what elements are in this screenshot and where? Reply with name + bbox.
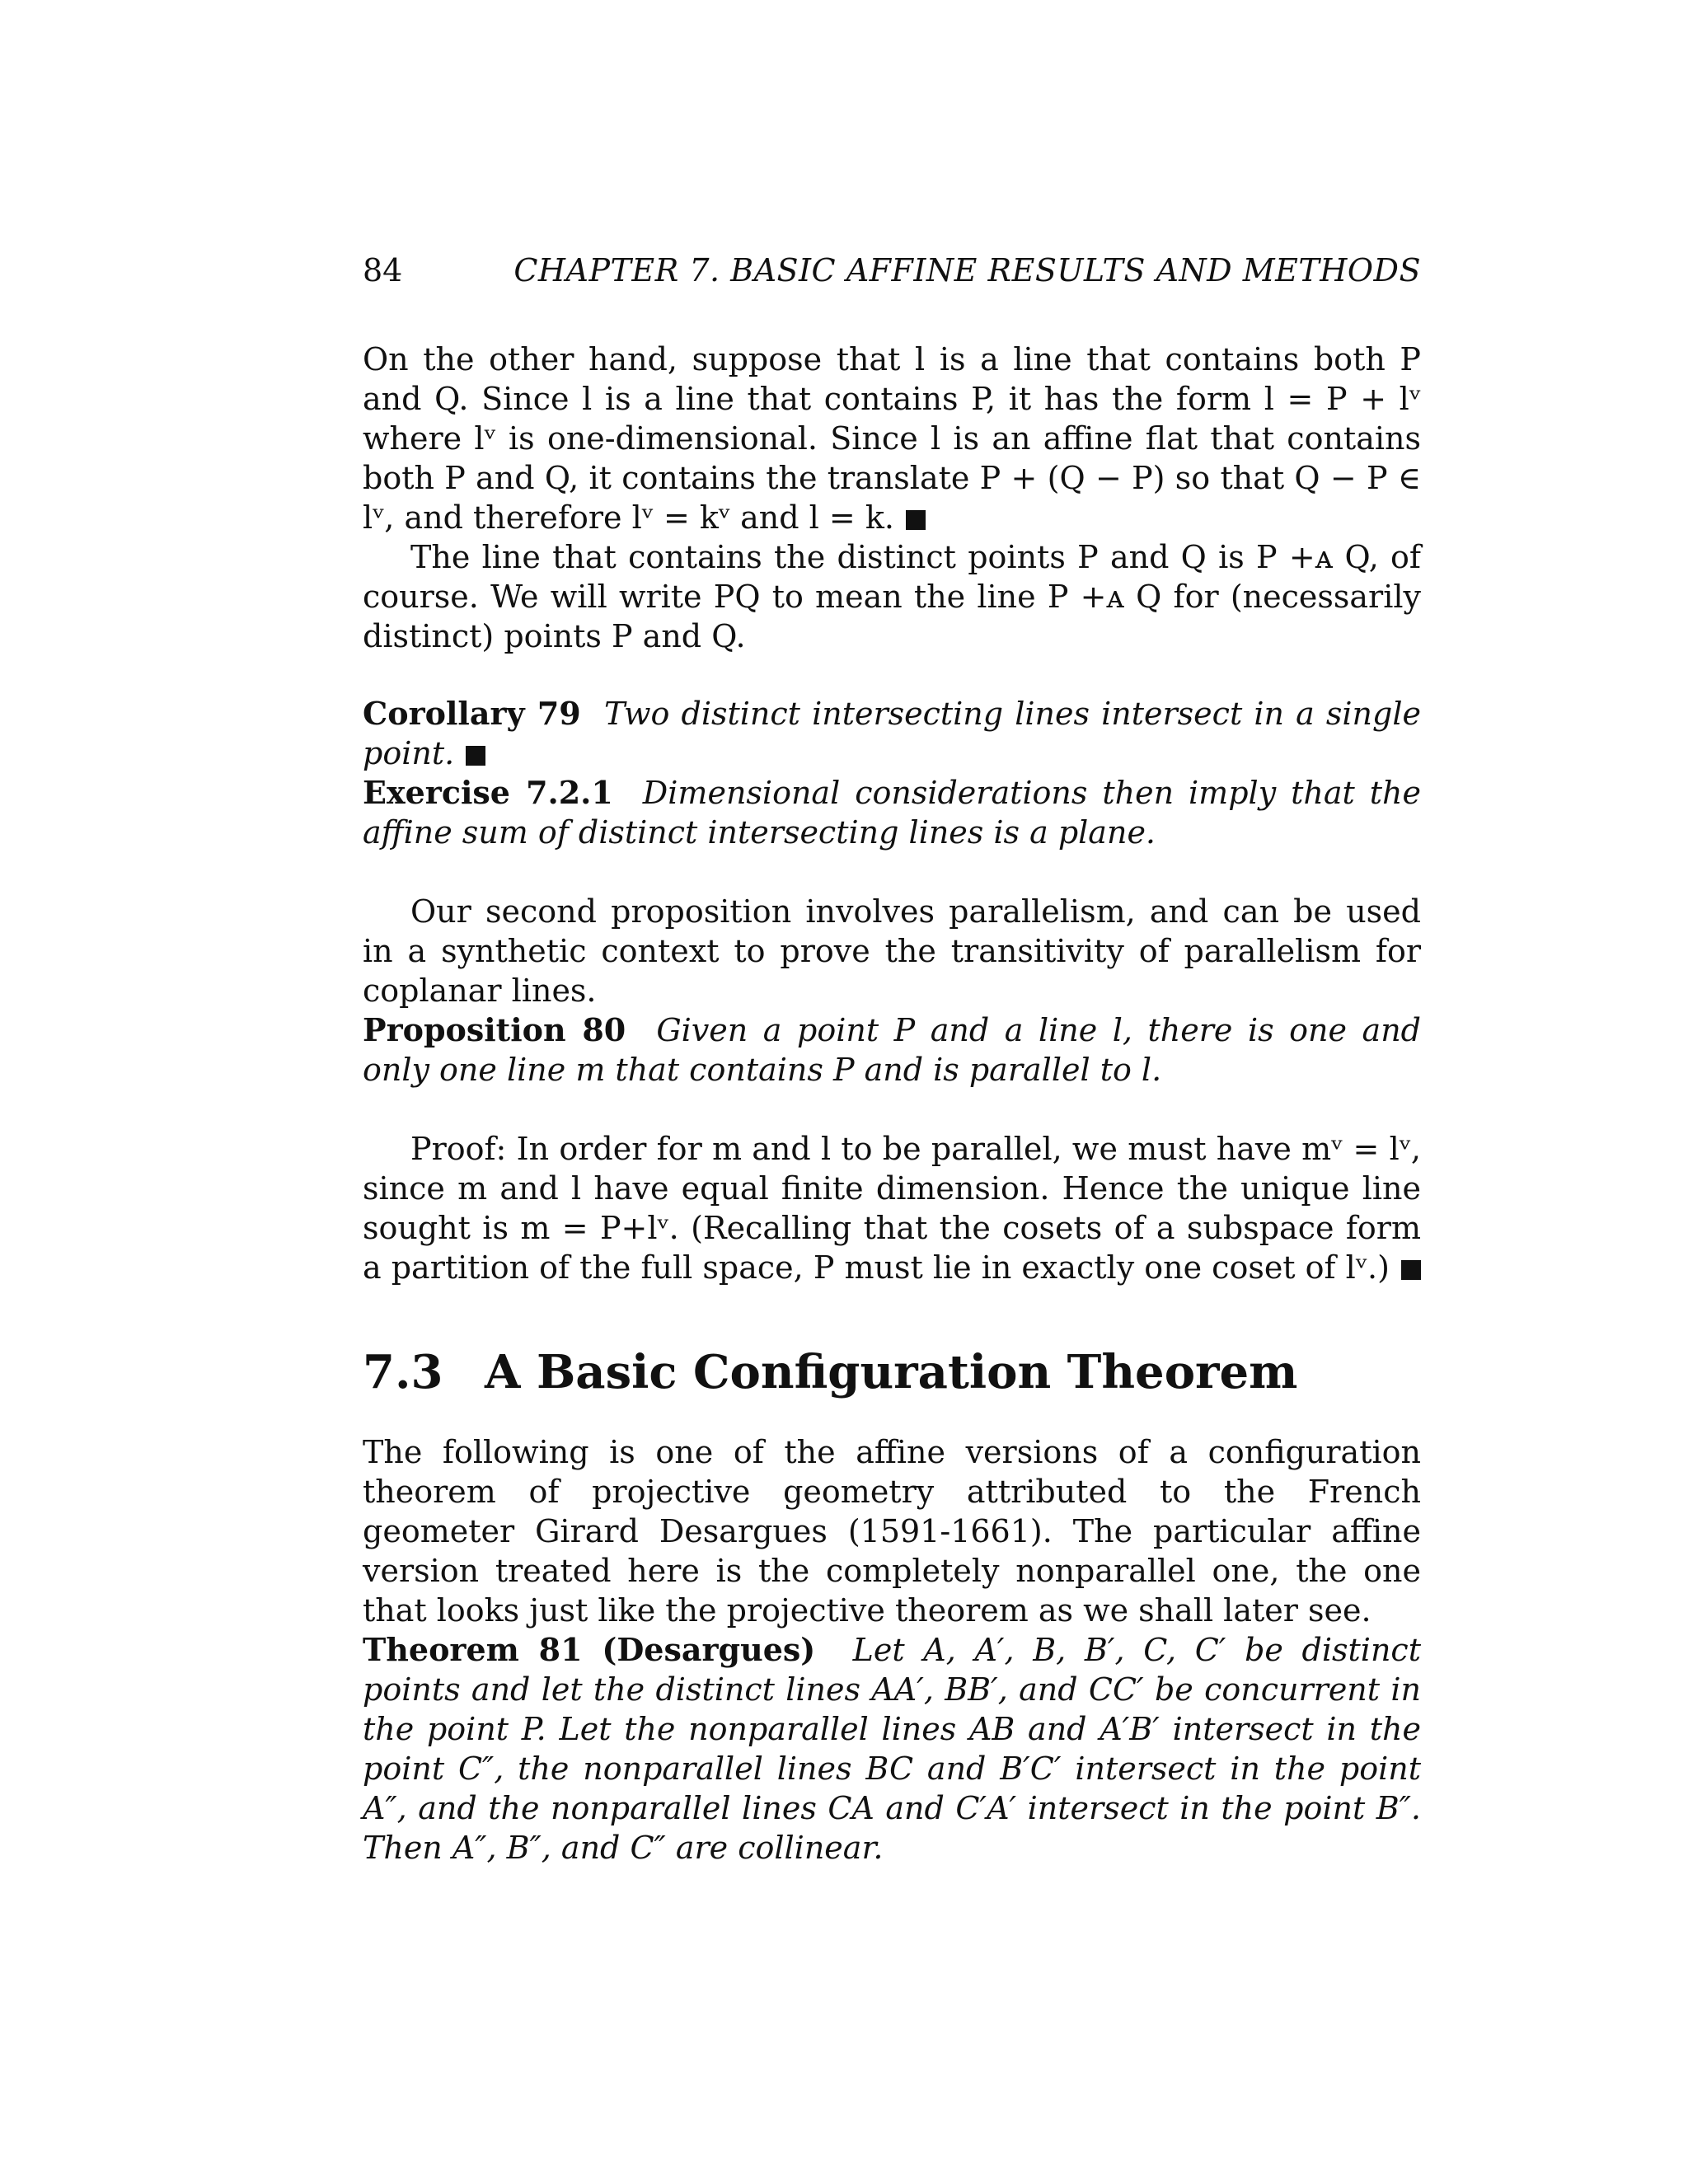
- proposition-label: Proposition 80: [363, 1011, 626, 1048]
- paragraph-text: On the other hand, suppose that l is a line that contains both P and Q. Since l is a line that contains P, it has the form l = P + lᵛ where lᵛ is one-dimensional. Since l is an affine flat that contains both P and Q, it contains the translate P + (Q − P) so that Q − P ∈ lᵛ, and therefore lᵛ = kᵛ and l = k.: [363, 341, 1421, 536]
- paragraph-desargues-intro: The following is one of the affine versions of a configuration theorem of projective geometry attributed to the French geometer Girard Desargues (1591-1661). The particular affine version treated here is the completely nonparallel one, the one that looks just like the projective theorem as we shall later see.: [363, 1434, 1421, 1629]
- theorem-81: [363, 1630, 1421, 1868]
- exercise-7-2-1: [363, 773, 1421, 852]
- exercise-statement: Dimensional considerations then imply that the affine sum of distinct intersecting lines is a plane.: [363, 775, 1421, 851]
- running-head: [363, 247, 1421, 297]
- qed-square-icon: [1401, 1260, 1421, 1280]
- proof-80: [363, 1129, 1421, 1287]
- corollary-statement: Two distinct intersecting lines intersect in a single point.: [363, 696, 1421, 771]
- exercise-label: Exercise 7.2.1: [363, 774, 613, 811]
- section-heading: [363, 1343, 1421, 1401]
- corollary-79: [363, 694, 1421, 773]
- qed-square-icon: [906, 510, 926, 530]
- theorem-label: Theorem 81 (Desargues): [363, 1631, 816, 1668]
- paragraph-line-notation: The line that contains the distinct points P and Q is P +ᴀ Q, of course. We will write PQ to mean the line P +ᴀ Q for (necessarily distinct) points P and Q.: [363, 539, 1421, 654]
- proof-text: Proof: In order for m and l to be parallel, we must have mᵛ = lᵛ, since m and l have equal finite dimension. Hence the unique line sought is m = P+lᵛ. (Recalling that the cosets of a subspace form a partition of the full space, P must lie in exactly one coset of lᵛ.): [363, 1131, 1421, 1286]
- paragraph-proof-continuation: [363, 340, 1421, 656]
- page-number: 84: [363, 252, 403, 288]
- proposition-statement: Given a point P and a line l, there is one and only one line m that contains P and is parallel to l.: [363, 1012, 1422, 1088]
- paragraph-second-proposition: Our second proposition involves parallelism, and can be used in a synthetic context to prove the transitivity of parallelism for coplanar lines.: [363, 893, 1421, 1009]
- proposition-80: [363, 1010, 1421, 1090]
- qed-square-icon: [466, 746, 485, 766]
- chapter-title: CHAPTER 7. BASIC AFFINE RESULTS AND METHODS: [513, 252, 1421, 288]
- section-number: 7.3: [363, 1345, 443, 1399]
- section-title: A Basic Configuration Theorem: [485, 1345, 1298, 1399]
- theorem-statement: Let A, A′, B, B′, C, C′ be distinct points and let the distinct lines AA′, BB′, and CC′ be concurrent in the point P. Let the nonparallel lines AB and A′B′ intersect in the point C″, the nonparallel lines BC and B′C′ intersect in the point A″, and the nonparallel lines CA and C′A′ intersect in the point B″. Then A″, B″, and C″ are collinear.: [363, 1632, 1421, 1866]
- corollary-label: Corollary 79: [363, 695, 581, 732]
